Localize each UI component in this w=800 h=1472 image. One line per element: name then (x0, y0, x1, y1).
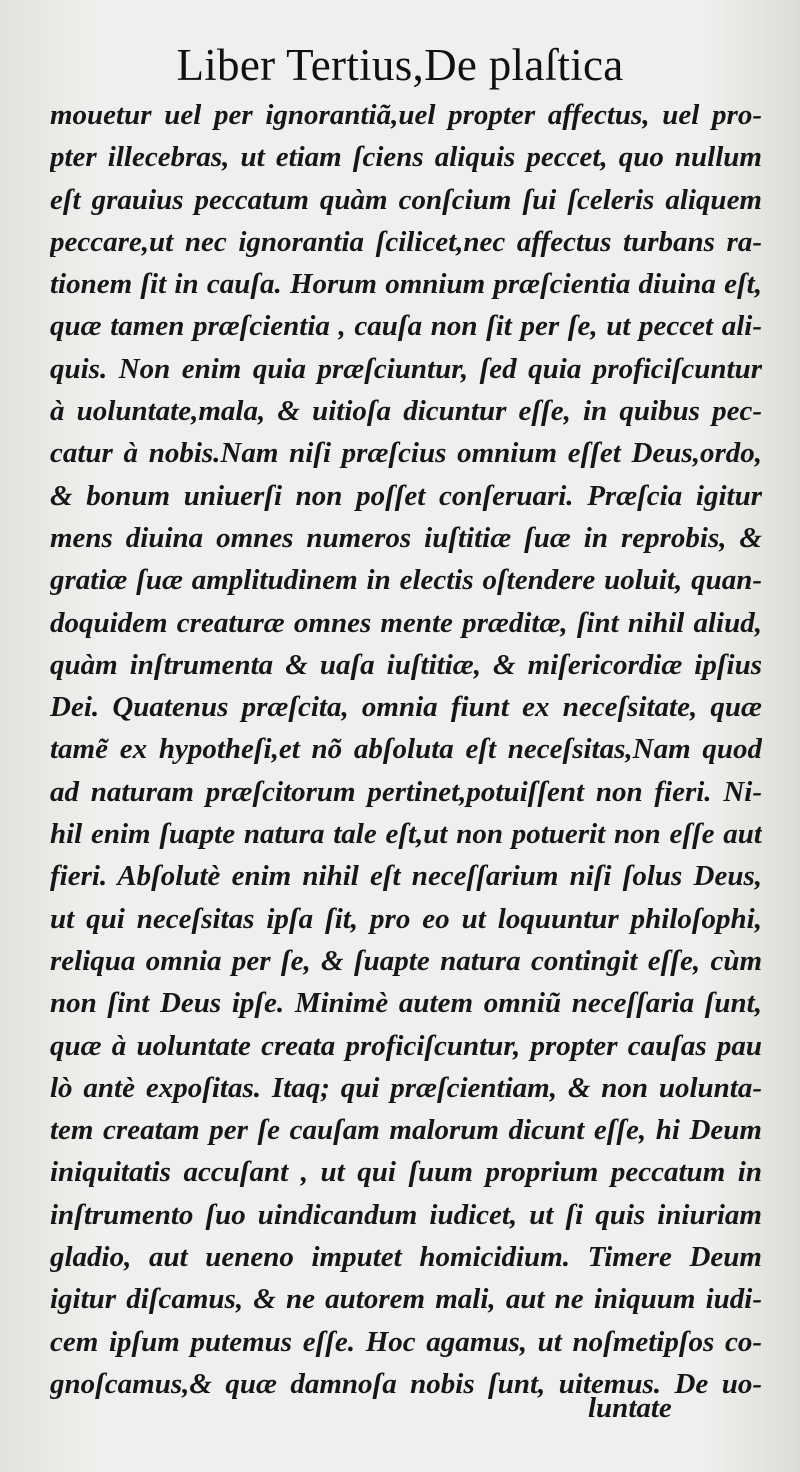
text-line: à uoluntate,mala, & uitioſa dicuntur eſſe, in quibus pec- (50, 395, 762, 428)
text-line: non ſint Deus ipſe. Minimè autem omniũ neceſſaria ſunt, (50, 987, 762, 1020)
text-line: ad naturam præſcitorum pertinet,potuiſſent non fieri. Ni- (50, 775, 762, 808)
text-line: quæ tamen præſcientia , cauſa non ſit per ſe, ut peccet ali- (50, 310, 762, 343)
text-line: inſtrumento ſuo uindicandum iudicet, ut ſi quis iniuriam (50, 1198, 762, 1231)
text-line: quàm inſtrumenta & uaſa iuſtitiæ, & miſericordiæ ipſius (50, 648, 762, 681)
text-line: mens diuina omnes numeros iuſtitiæ ſuæ in reprobis, & (50, 521, 762, 554)
text-line: lò antè expoſitas. Itaq; qui præſcientiam, & non uolunta- (50, 1071, 762, 1104)
text-line: cem ipſum putemus eſſe. Hoc agamus, ut noſmetipſos co- (50, 1325, 762, 1358)
text-line: quis. Non enim quia præſciuntur, ſed quia proficiſcuntur (50, 352, 762, 385)
text-line: gratiæ ſuæ amplitudinem in electis oſtendere uoluit, quan- (50, 564, 762, 597)
text-line: iniquitatis accuſant , ut qui ſuum proprium peccatum in (50, 1156, 762, 1189)
catchword: luntate (588, 1392, 672, 1424)
text-line: fieri. Abſolutè enim nihil eſt neceſſarium niſi ſolus Deus, (50, 860, 762, 893)
text-line: ut qui neceſsitas ipſa ſit, pro eo ut loquuntur philoſophi, (50, 902, 762, 935)
text-line: hil enim ſuapte natura tale eſt,ut non potuerit non eſſe aut (50, 818, 762, 851)
text-line: & bonum uniuerſi non poſſet conſeruari. Præſcia igitur (50, 479, 762, 512)
body-text (50, 94, 762, 1405)
text-line: tem creatam per ſe cauſam malorum dicunt eſſe, hi Deum (50, 1114, 762, 1147)
text-line: catur à nobis.Nam niſi præſcius omnium eſſet Deus,ordo, (50, 437, 762, 470)
text-line: eſt grauius peccatum quàm conſcium ſui ſceleris aliquem (50, 183, 762, 216)
text-line: Dei. Quatenus præſcita, omnia fiunt ex neceſsitate, quæ (50, 691, 762, 724)
text-line: igitur diſcamus, & ne autorem mali, aut ne iniquum iudi- (50, 1283, 762, 1316)
running-head: Liber Tertius,De plaſtica (176, 40, 624, 90)
text-line: quæ à uoluntate creata proficiſcuntur, propter cauſas pau (50, 1029, 762, 1062)
text-line: gnoſcamus,& quæ damnoſa nobis ſunt, uitemus. De uo- (50, 1367, 762, 1400)
text-line: peccare,ut nec ignorantia ſcilicet,nec affectus turbans ra- (50, 225, 762, 258)
text-line: tionem ſit in cauſa. Horum omnium præſcientia diuina eſt, (50, 268, 762, 301)
text-line: reliqua omnia per ſe, & ſuapte natura contingit eſſe, cùm (50, 944, 762, 977)
text-line: doquidem creaturæ omnes mente præditæ, ſint nihil aliud, (50, 606, 762, 639)
text-line: gladio, aut ueneno imputet homicidium. Timere Deum (50, 1241, 762, 1274)
text-line: tamẽ ex hypotheſi,et nõ abſoluta eſt neceſsitas,Nam quod (50, 733, 762, 766)
text-line: mouetur uel per ignorantiã,uel propter affectus, uel pro- (50, 99, 762, 131)
text-line: pter illecebras, ut etiam ſciens aliquis peccet, quo nullum (50, 141, 762, 174)
